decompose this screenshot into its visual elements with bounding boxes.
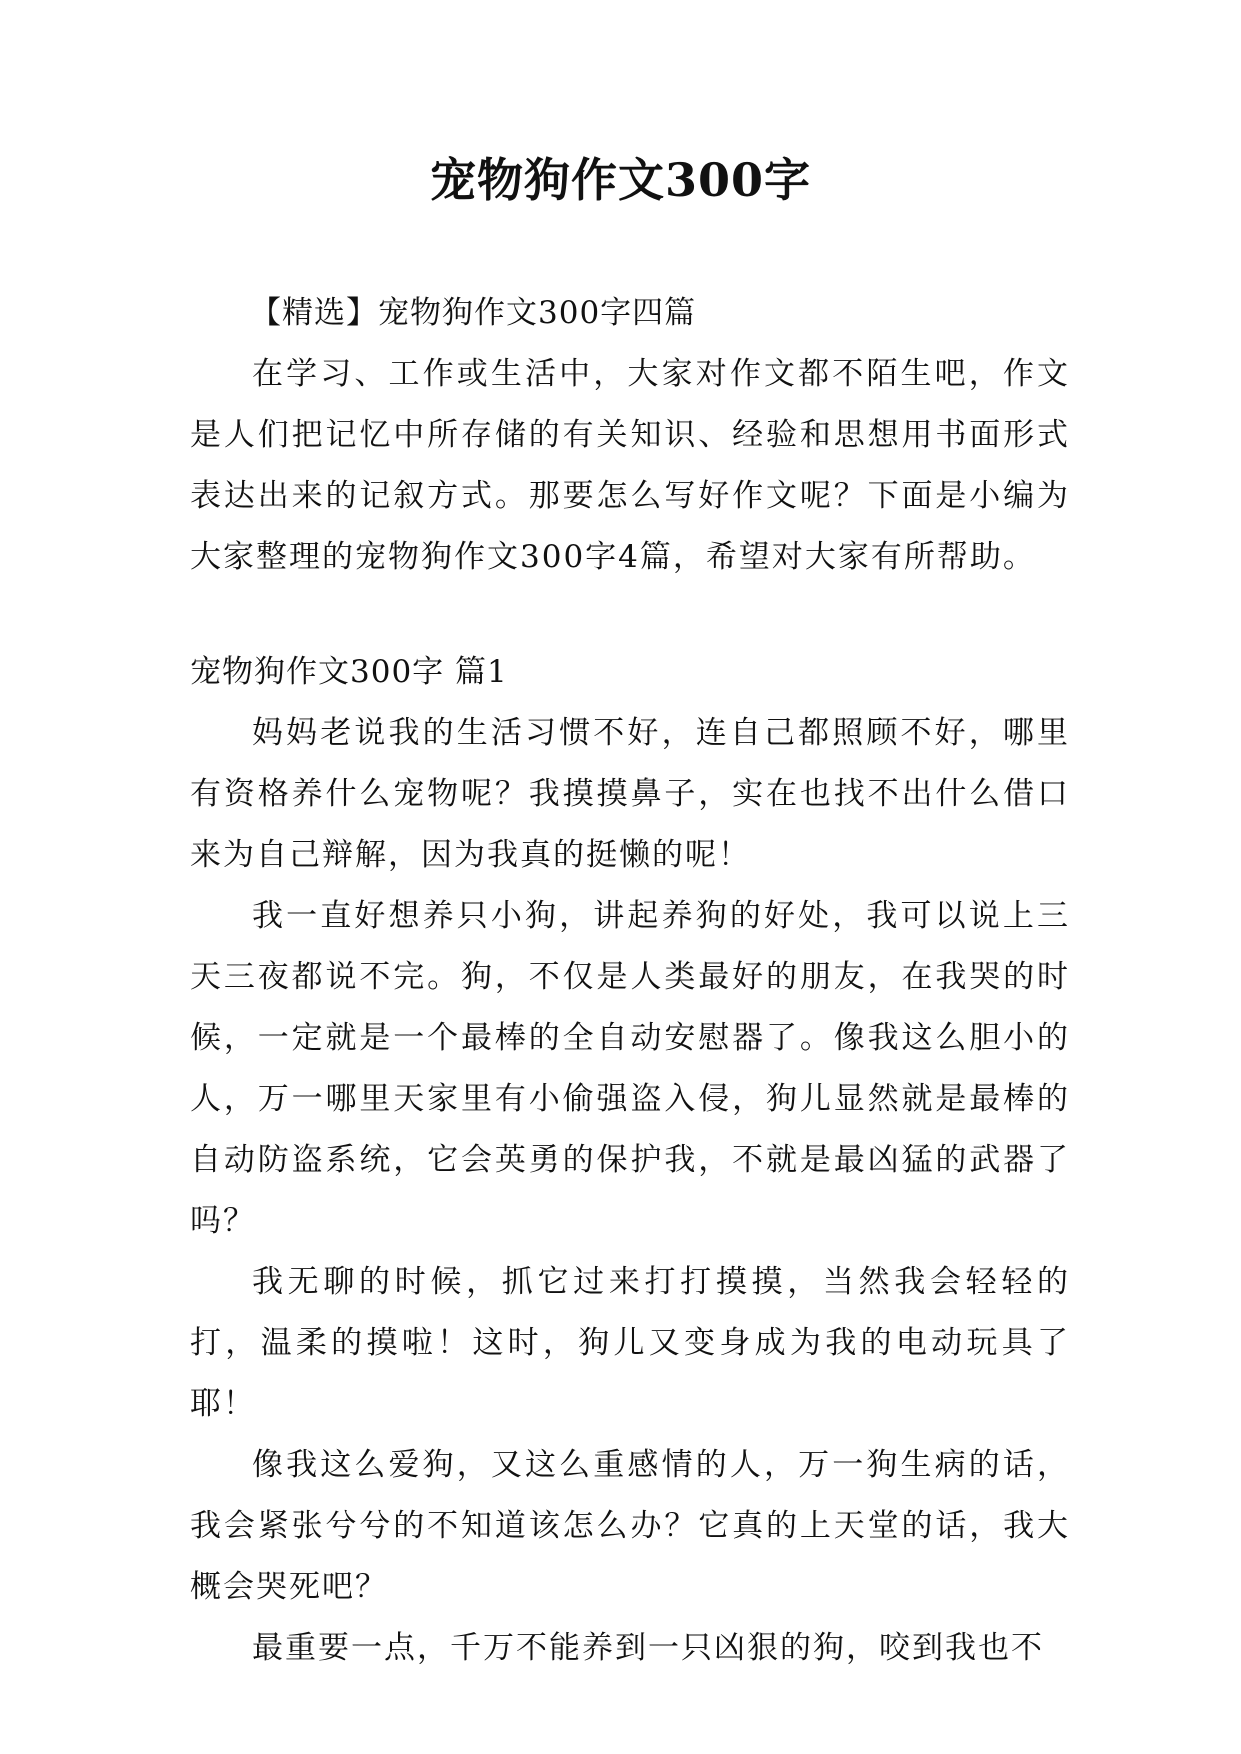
body-paragraph: 我无聊的时候，抓它过来打打摸摸，当然我会轻轻的打，温柔的摸啦！这时，狗儿又变身成为我的电动玩具了耶！ bbox=[190, 1264, 1070, 1422]
document-title: 宠物狗作文300字 bbox=[429, 153, 812, 207]
section-heading: 宠物狗作文300字 篇1 bbox=[190, 654, 508, 690]
body-paragraph: 最重要一点，千万不能养到一只凶狠的狗，咬到我也不 bbox=[252, 1630, 1044, 1666]
document-body bbox=[190, 283, 1070, 1679]
intro-paragraph: 在学习、工作或生活中，大家对作文都不陌生吧，作文是人们把记忆中所存储的有关知识、经验和思想用书面形式表达出来的记叙方式。那要怎么写好作文呢？下面是小编为大家整理的宠物狗作文300字4篇，希望对大家有所帮助。 bbox=[190, 356, 1070, 575]
body-paragraph: 像我这么爱狗，又这么重感情的人，万一狗生病的话，我会紧张兮兮的不知道该怎么办？它真的上天堂的话，我大概会哭死吧？ bbox=[190, 1447, 1070, 1605]
body-paragraph: 妈妈老说我的生活习惯不好，连自己都照顾不好，哪里有资格养什么宠物呢？我摸摸鼻子，实在也找不出什么借口来为自己辩解，因为我真的挺懒的呢！ bbox=[190, 715, 1070, 873]
intro-heading: 【精选】宠物狗作文300字四篇 bbox=[250, 295, 697, 331]
body-paragraph: 我一直好想养只小狗，讲起养狗的好处，我可以说上三天三夜都说不完。狗，不仅是人类最好的朋友，在我哭的时候，一定就是一个最棒的全自动安慰器了。像我这么胆小的人，万一哪里天家里有小偷强盗入侵，狗儿显然就是最棒的自动防盗系统，它会英勇的保护我，不就是最凶猛的武器了吗？ bbox=[190, 898, 1070, 1239]
